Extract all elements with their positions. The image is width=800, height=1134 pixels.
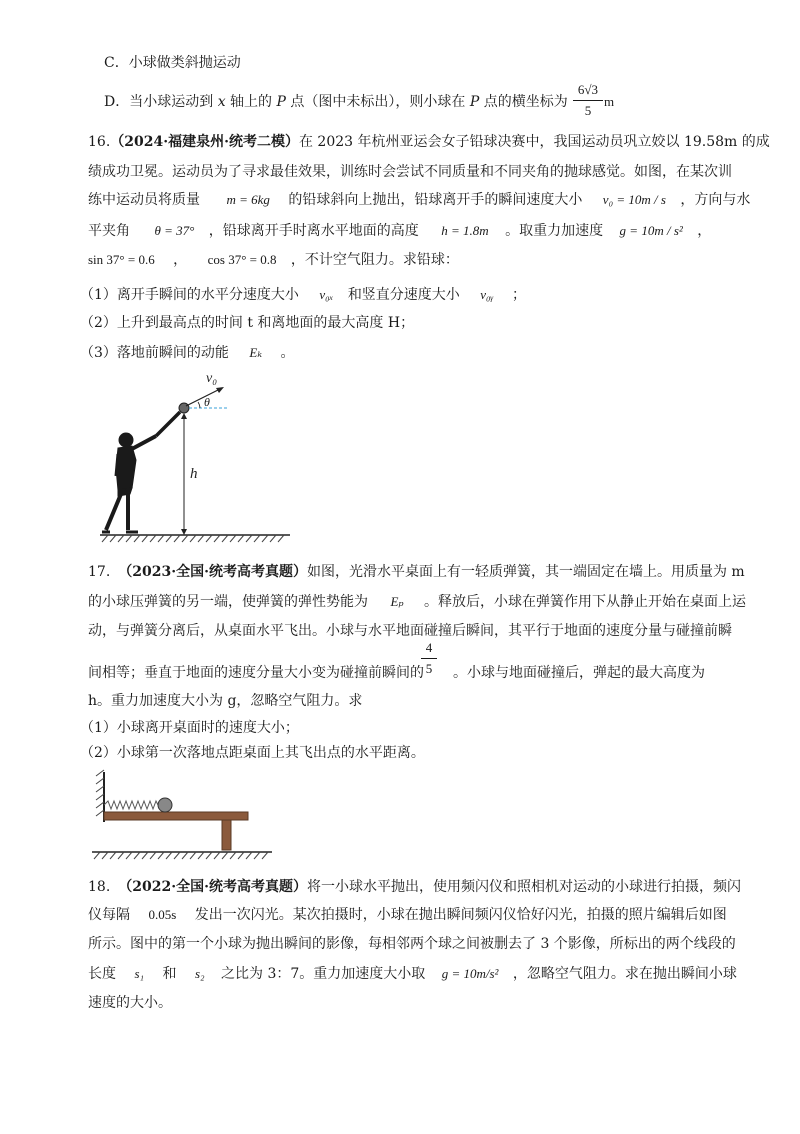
shot-put-ball <box>179 403 189 413</box>
spring-table-figure <box>88 762 288 862</box>
option-d-unit: m <box>604 94 615 109</box>
q16-line-4: 平夹角 θ = 37° ，铅球离开手时离水平地面的高度 h = 1.8m 。取重力加速度 g = 10m / s² ， <box>88 223 712 239</box>
q17-line-4: 间相等；垂直于地面的速度分量大小变为碰撞前瞬间的 <box>88 665 424 681</box>
q16-line-5: sin 37° = 0.6 ， cos 37° = 0.8 ，不计空气阻力。求铅球： <box>88 252 459 268</box>
q16-sub-1: （1）离开手瞬间的水平分速度大小 v₀ₓ 和竖直分速度大小 v₀ᵧ ； <box>80 287 527 303</box>
q16-line-2: 绩成功卫冕。运动员为了寻求最佳效果，训练时会尝试不同质量和不同夹角的抛球感觉。如图，在某次训 <box>88 164 732 180</box>
q18-line-5: 速度的大小。 <box>88 995 172 1011</box>
figure-h-label: h <box>190 466 198 482</box>
shot-put-figure <box>96 364 316 544</box>
q18-line-3: 所示。图中的第一个小球为抛出瞬间的影像，每相邻两个球之间被删去了 3 个影像，所标出的两个线段的 <box>88 936 736 952</box>
q17-line-2: 的小球压弹簧的另一端，使弹簧的弹性势能为 Eₚ 。释放后，小球在弹簧作用下从静止开始在桌面上运 <box>88 594 747 610</box>
table-leg <box>222 820 231 850</box>
spring-ball <box>158 798 172 812</box>
q17-source: （2023·全国·统考高考真题） <box>118 564 307 580</box>
spring <box>104 801 158 809</box>
q17-number: 17. <box>88 564 111 580</box>
q18-line-1: 18. （2022·全国·统考高考真题）将一小球水平抛出，使用频闪仪和照相机对运动的小球进行拍摄，频闪 <box>88 879 741 895</box>
athlete-silhouette <box>102 412 180 532</box>
q17-sub-1: （1）小球离开桌面时的速度大小； <box>80 720 299 736</box>
q16-source: （2024·福建泉州·统考二模） <box>110 134 299 150</box>
figure-v0-label: v₀ <box>206 371 218 386</box>
q16-number: 16. <box>88 134 111 150</box>
q17-line-3: 动，与弹簧分离后，从桌面水平飞出。小球与水平地面碰撞后瞬间，其平行于地面的速度分量与碰撞前瞬 <box>88 623 732 639</box>
figure-theta-label: θ <box>204 395 210 409</box>
q18-number: 18. <box>88 879 111 895</box>
q16-line-1: 16.（2024·福建泉州·统考二模）在 2023 年杭州亚运会女子铅球决赛中，我国运动员巩立姣以 19.58m 的成 <box>88 134 770 150</box>
table-top <box>104 812 248 820</box>
q18-line-4: 长度 s₁ 和 s₂ 之比为 3：7。重力加速度大小取 g = 10m/s² ，忽略空气阻力。求在抛出瞬间小球 <box>88 966 737 982</box>
option-d-fraction: 6√3 5 <box>573 82 603 119</box>
q17-fraction: 4 5 <box>421 640 437 677</box>
option-c: C．小球做类斜抛运动 <box>104 55 241 71</box>
q16-sub-3: （3）落地前瞬间的动能 Eₖ 。 <box>80 345 295 361</box>
q18-source: （2022·全国·统考高考真题） <box>118 879 307 895</box>
q17-line-5: h。重力加速度大小为 g，忽略空气阻力。求 <box>88 693 363 709</box>
q17-line-4b: 。小球与地面碰撞后，弹起的最大高度为 <box>453 665 705 681</box>
q16-sub-2: （2）上升到最高点的时间 t 和离地面的最大高度 H； <box>80 315 415 331</box>
q17-line-1: 17. （2023·全国·统考高考真题）如图，光滑水平桌面上有一轻质弹簧，其一端固定在墙上。用质量为 m <box>88 564 745 580</box>
q16-line-3: 练中运动员将质量 m = 6kg 的铅球斜向上抛出，铅球离开手的瞬间速度大小 v₀ = 10m / s ，方向与水 <box>88 192 751 208</box>
option-d: D．当小球运动到 x 轴上的 P 点（图中未标出），则小球在 P 点的横坐标为 <box>104 94 568 110</box>
q17-sub-2: （2）小球第一次落地点距桌面上其飞出点的水平距离。 <box>80 745 425 761</box>
q18-line-2: 仪每隔 0.05s 发出一次闪光。某次拍摄时，小球在抛出瞬间频闪仪恰好闪光，拍摄的照片编辑后如图 <box>88 907 727 923</box>
